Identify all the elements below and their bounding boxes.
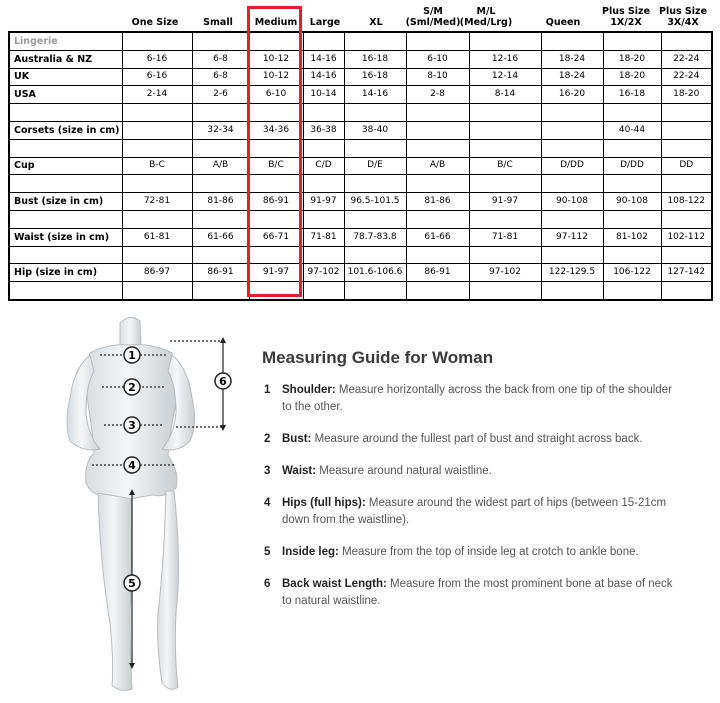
table-cell: 2-14 (122, 86, 192, 104)
row-label: Australia & NZ (9, 50, 122, 68)
guide-item-term: Hips (full hips): (282, 497, 366, 509)
table-cell (122, 104, 192, 122)
table-cell (192, 282, 249, 300)
guide-item-text: Measure horizontally across the back from one tip of the shoulder to the other. (282, 384, 672, 413)
table-cell: 6-8 (192, 68, 249, 86)
table-cell: 6-10 (406, 50, 469, 68)
table-cell: 10-12 (249, 68, 303, 86)
table-cell (541, 175, 603, 193)
table-cell: 71-81 (303, 228, 344, 246)
mannequin-diagram (40, 313, 280, 698)
row-label (9, 246, 122, 264)
table-cell: 18-20 (661, 86, 712, 104)
table-cell (406, 104, 469, 122)
row-label (9, 104, 122, 122)
marker-3 (124, 417, 140, 433)
table-cell (541, 246, 603, 264)
guide-item (262, 544, 682, 561)
table-cell: 18-20 (603, 50, 661, 68)
table-cell (249, 139, 303, 157)
guide-item-number: 1 (264, 384, 271, 396)
table-row (9, 264, 712, 282)
table-cell (192, 246, 249, 264)
marker-1 (124, 347, 140, 363)
table-cell (603, 175, 661, 193)
table-cell (122, 32, 192, 50)
table-cell: 32-34 (192, 121, 249, 139)
table-cell: 18-20 (603, 68, 661, 86)
table-cell: D/DD (603, 157, 661, 175)
table-cell: 22-24 (661, 50, 712, 68)
table-cell: 122-129.5 (541, 264, 603, 282)
table-cell (344, 210, 406, 228)
column-header: Plus Size 1X/2X (601, 6, 651, 28)
guide-item-term: Waist: (282, 465, 317, 477)
guide-item-number: 3 (264, 465, 271, 477)
table-cell: 91-97 (469, 193, 541, 211)
table-cell: 14-16 (303, 50, 344, 68)
table-cell (541, 121, 603, 139)
table-cell (303, 210, 344, 228)
row-label: USA (9, 86, 122, 104)
table-cell (603, 104, 661, 122)
table-cell (249, 210, 303, 228)
table-cell: 81-102 (603, 228, 661, 246)
table-cell: 86-97 (122, 264, 192, 282)
table-row (9, 68, 712, 86)
table-cell: 90-108 (603, 193, 661, 211)
table-cell: 66-71 (249, 228, 303, 246)
table-cell (406, 175, 469, 193)
table-cell (249, 32, 303, 50)
table-cell: 16-18 (603, 86, 661, 104)
table-cell (661, 282, 712, 300)
table-cell: 102-112 (661, 228, 712, 246)
table-header (0, 4, 720, 30)
table-cell: 71-81 (469, 228, 541, 246)
table-cell (661, 121, 712, 139)
table-cell (469, 210, 541, 228)
measuring-guide (262, 348, 682, 625)
table-row (9, 210, 712, 228)
table-cell (406, 246, 469, 264)
table-cell: 6-16 (122, 50, 192, 68)
table-cell (344, 139, 406, 157)
guide-item-text: Measure around the fullest part of bust and straight across back. (311, 433, 643, 445)
table-cell: 90-108 (541, 193, 603, 211)
table-cell: 97-112 (541, 228, 603, 246)
table-cell: 10-14 (303, 86, 344, 104)
row-label: Bust (size in cm) (9, 193, 122, 211)
row-label: Hip (size in cm) (9, 264, 122, 282)
table-cell (406, 139, 469, 157)
table-cell (661, 246, 712, 264)
guide-item (262, 495, 682, 529)
table-cell (661, 175, 712, 193)
column-header: Large (309, 17, 341, 28)
table-cell: 2-8 (406, 86, 469, 104)
table-cell: 18-24 (541, 50, 603, 68)
table-cell (122, 121, 192, 139)
table-cell (603, 139, 661, 157)
row-label (9, 139, 122, 157)
table-cell (406, 210, 469, 228)
table-cell (541, 104, 603, 122)
table-cell: 16-20 (541, 86, 603, 104)
table-cell: 78.7-83.8 (344, 228, 406, 246)
table-cell (303, 32, 344, 50)
table-cell (469, 121, 541, 139)
table-cell: 106-122 (603, 264, 661, 282)
row-label: UK (9, 68, 122, 86)
table-cell: 16-18 (344, 68, 406, 86)
column-header: Small (203, 17, 233, 28)
table-cell: 8-14 (469, 86, 541, 104)
table-cell (122, 139, 192, 157)
table-cell: D/E (344, 157, 406, 175)
table-cell (406, 32, 469, 50)
guide-item-term: Shoulder: (282, 384, 336, 396)
table-cell: 97-102 (469, 264, 541, 282)
table-cell: 6-8 (192, 50, 249, 68)
table-cell: 108-122 (661, 193, 712, 211)
table-row (9, 139, 712, 157)
table-cell (406, 282, 469, 300)
table-cell: B/C (249, 157, 303, 175)
table-cell (344, 282, 406, 300)
table-cell: 61-66 (406, 228, 469, 246)
column-header: Queen (545, 17, 581, 28)
table-cell: 12-16 (469, 50, 541, 68)
size-chart-table (8, 31, 713, 301)
table-cell: 38-40 (344, 121, 406, 139)
guide-item-text: Measure from the top of inside leg at crotch to ankle bone. (338, 546, 639, 558)
table-cell: D/DD (541, 157, 603, 175)
column-header: M/L (Med/Lrg) (459, 6, 513, 28)
guide-item-text: Measure from the most prominent bone at base of neck to natural waistline. (282, 578, 673, 607)
svg-text:3: 3 (128, 419, 136, 432)
table-cell (603, 246, 661, 264)
table-cell: 6-10 (249, 86, 303, 104)
table-cell: 14-16 (303, 68, 344, 86)
table-cell: 18-24 (541, 68, 603, 86)
column-header: XL (369, 17, 383, 28)
table-cell: 96.5-101.5 (344, 193, 406, 211)
table-cell: 81-86 (406, 193, 469, 211)
table-cell (603, 32, 661, 50)
table-cell: 81-86 (192, 193, 249, 211)
table-cell (406, 121, 469, 139)
table-cell: 91-97 (249, 264, 303, 282)
guide-item-number: 2 (264, 433, 271, 445)
guide-item-text: Measure around the widest part of hips (between 15-21cm down from the waistline). (282, 497, 667, 526)
table-cell (541, 139, 603, 157)
table-row (9, 228, 712, 246)
table-cell (303, 175, 344, 193)
row-label: Lingerie (9, 32, 122, 50)
table-cell: 97-102 (303, 264, 344, 282)
table-cell (249, 175, 303, 193)
table-cell (469, 246, 541, 264)
table-cell (122, 210, 192, 228)
guide-item-text: Measure around natural waistline. (316, 465, 492, 477)
svg-text:2: 2 (128, 381, 136, 394)
table-cell (192, 32, 249, 50)
table-cell: 10-12 (249, 50, 303, 68)
table-cell: 91-97 (303, 193, 344, 211)
table-cell (344, 246, 406, 264)
table-row (9, 157, 712, 175)
table-cell (344, 175, 406, 193)
guide-item-number: 5 (264, 546, 271, 558)
table-row (9, 104, 712, 122)
marker-5 (124, 575, 140, 591)
marker-4 (124, 457, 140, 473)
row-label: Cup (9, 157, 122, 175)
table-cell (249, 104, 303, 122)
table-cell: B/C (469, 157, 541, 175)
table-cell (249, 282, 303, 300)
table-cell: 14-16 (344, 86, 406, 104)
table-row (9, 193, 712, 211)
table-cell: 22-24 (661, 68, 712, 86)
table-cell (469, 104, 541, 122)
table-cell: 61-81 (122, 228, 192, 246)
table-cell (122, 175, 192, 193)
table-cell: 2-6 (192, 86, 249, 104)
table-cell (661, 139, 712, 157)
row-label (9, 282, 122, 300)
table-cell (303, 246, 344, 264)
guide-item (262, 576, 682, 610)
table-cell: 61-66 (192, 228, 249, 246)
guide-item (262, 382, 682, 416)
table-cell (122, 282, 192, 300)
row-label (9, 175, 122, 193)
table-cell (469, 282, 541, 300)
table-cell (469, 139, 541, 157)
guide-item-number: 4 (264, 497, 271, 509)
table-cell: 86-91 (249, 193, 303, 211)
table-cell (344, 32, 406, 50)
svg-text:6: 6 (219, 375, 227, 388)
row-label (9, 210, 122, 228)
table-cell: 12-14 (469, 68, 541, 86)
table-cell (661, 210, 712, 228)
table-cell: 40-44 (603, 121, 661, 139)
guide-item-number: 6 (264, 578, 271, 590)
table-cell: 36-38 (303, 121, 344, 139)
svg-text:1: 1 (128, 349, 136, 362)
column-header: S/M (Sml/Med) (405, 6, 461, 28)
table-row (9, 175, 712, 193)
guide-item (262, 431, 682, 448)
table-cell: 86-91 (192, 264, 249, 282)
table-cell (661, 32, 712, 50)
table-row (9, 32, 712, 50)
table-cell: 86-91 (406, 264, 469, 282)
table-cell: 101.6-106.6 (344, 264, 406, 282)
table-cell (303, 139, 344, 157)
column-header: Plus Size 3X/4X (658, 6, 708, 28)
guide-item-term: Bust: (282, 433, 312, 445)
table-cell (303, 282, 344, 300)
table-cell: DD (661, 157, 712, 175)
table-cell (661, 104, 712, 122)
table-cell (303, 104, 344, 122)
table-cell (469, 32, 541, 50)
table-cell (192, 175, 249, 193)
table-row (9, 246, 712, 264)
marker-6 (215, 373, 231, 389)
marker-2 (124, 379, 140, 395)
table-row (9, 121, 712, 139)
guide-item-term: Back waist Length: (282, 578, 387, 590)
guide-item-term: Inside leg: (282, 546, 339, 558)
table-cell (192, 139, 249, 157)
table-cell: A/B (406, 157, 469, 175)
table-cell: 34-36 (249, 121, 303, 139)
table-cell (192, 210, 249, 228)
guide-item (262, 463, 682, 480)
table-cell: 72-81 (122, 193, 192, 211)
table-cell (541, 32, 603, 50)
table-cell (192, 104, 249, 122)
table-cell: A/B (192, 157, 249, 175)
guide-title: Measuring Guide for Woman (262, 348, 494, 367)
mannequin-body (67, 317, 195, 690)
table-cell: 8-10 (406, 68, 469, 86)
table-cell (603, 282, 661, 300)
row-label: Waist (size in cm) (9, 228, 122, 246)
svg-text:4: 4 (128, 459, 136, 472)
table-cell (249, 246, 303, 264)
column-header: Medium (254, 17, 298, 28)
table-row (9, 50, 712, 68)
table-cell (603, 210, 661, 228)
table-cell: 127-142 (661, 264, 712, 282)
table-cell (541, 282, 603, 300)
table-cell: C/D (303, 157, 344, 175)
row-label: Corsets (size in cm) (9, 121, 122, 139)
table-cell (122, 246, 192, 264)
table-cell (469, 175, 541, 193)
table-cell: 6-16 (122, 68, 192, 86)
table-cell (344, 104, 406, 122)
table-cell: 16-18 (344, 50, 406, 68)
svg-text:5: 5 (128, 577, 136, 590)
table-cell: B-C (122, 157, 192, 175)
table-row (9, 282, 712, 300)
table-row (9, 86, 712, 104)
table-cell (541, 210, 603, 228)
column-header: One Size (131, 17, 179, 28)
